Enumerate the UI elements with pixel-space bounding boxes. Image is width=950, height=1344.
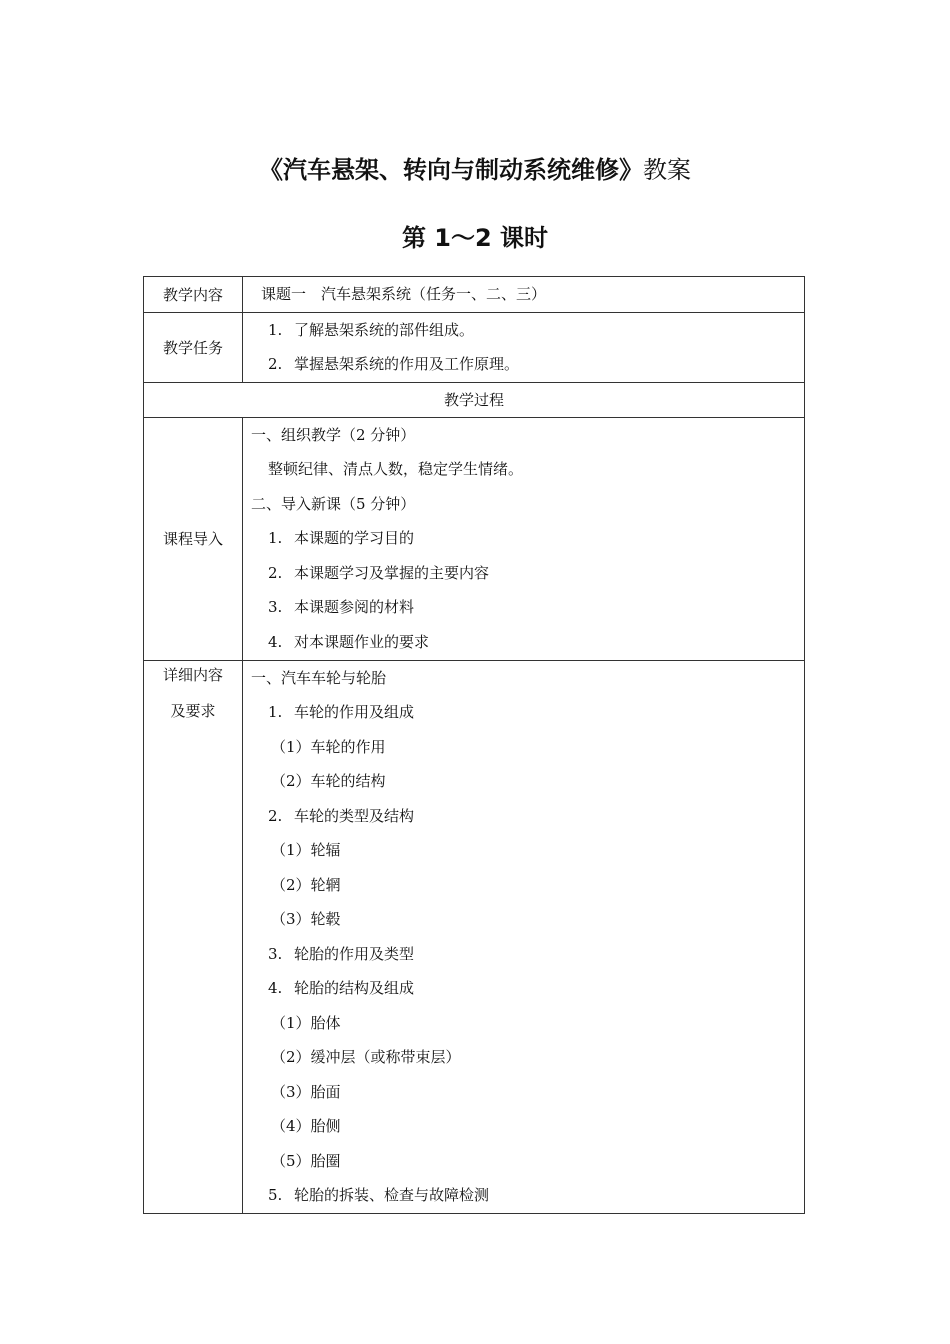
document-title-main: 《汽车悬架、转向与制动系统维修》 <box>259 156 643 184</box>
list-item: （3）轮毂 <box>271 910 341 928</box>
list-item: 4. 对本课题作业的要求 <box>268 632 430 651</box>
value-course-intro <box>243 417 805 660</box>
list-item: （4）胎侧 <box>271 1117 341 1135</box>
list-item: （2）缓冲层（或称带束层） <box>271 1048 461 1066</box>
list-item: （1）胎体 <box>271 1013 341 1032</box>
document-title-suffix: 教案 <box>643 156 691 184</box>
list-item: 3. 本课题参阅的材料 <box>268 598 415 617</box>
task-item: 1. 了解悬架系统的部件组成。 <box>268 320 475 339</box>
section-heading: 一、汽车车轮与轮胎 <box>251 668 387 687</box>
process-header: 教学过程 <box>144 382 805 417</box>
section-heading: 一、组织教学（2 分钟） <box>251 425 416 444</box>
list-item: （1）轮辐 <box>271 841 341 859</box>
list-item: （2）车轮的结构 <box>271 772 386 790</box>
label-detail-content: 详细内容 及要求 <box>144 660 243 1213</box>
value-detail-content <box>243 660 805 1213</box>
row-detail-content <box>144 660 805 1213</box>
list-item: （1）车轮的作用 <box>271 737 386 756</box>
label-course-intro: 课程导入 <box>144 417 243 660</box>
list-item: （5）胎圈 <box>271 1151 341 1170</box>
section-heading: 二、导入新课（5 分钟） <box>251 494 416 513</box>
row-course-intro <box>144 417 805 660</box>
value-teaching-tasks <box>243 312 805 382</box>
lesson-plan-table <box>143 276 805 1214</box>
list-item: 2. 本课题学习及掌握的主要内容 <box>268 563 490 582</box>
row-teaching-content <box>144 277 805 313</box>
label-teaching-tasks: 教学任务 <box>144 312 243 382</box>
subsection: 5. 轮胎的拆装、检查与故障检测 <box>268 1186 490 1204</box>
task-item: 2. 掌握悬架系统的作用及工作原理。 <box>268 355 520 373</box>
lesson-period-title: 第 1～2 课时 <box>401 224 549 252</box>
paragraph: 整顿纪律、清点人数，稳定学生情绪。 <box>268 460 524 479</box>
list-item: （3）胎面 <box>271 1082 341 1101</box>
subsection: 1. 车轮的作用及组成 <box>268 703 415 721</box>
row-teaching-tasks <box>144 312 805 382</box>
subsection: 2. 车轮的类型及结构 <box>268 806 415 825</box>
document-title <box>0 150 950 190</box>
list-item: 1. 本课题的学习目的 <box>268 529 415 548</box>
subsection: 4. 轮胎的结构及组成 <box>268 979 415 997</box>
subsection: 3. 轮胎的作用及类型 <box>268 944 415 963</box>
label-teaching-content: 教学内容 <box>144 277 243 313</box>
row-process-header <box>144 382 805 417</box>
value-teaching-content: 课题一 汽车悬架系统（任务一、二、三） <box>243 277 805 313</box>
list-item: （2）轮辋 <box>271 875 341 894</box>
